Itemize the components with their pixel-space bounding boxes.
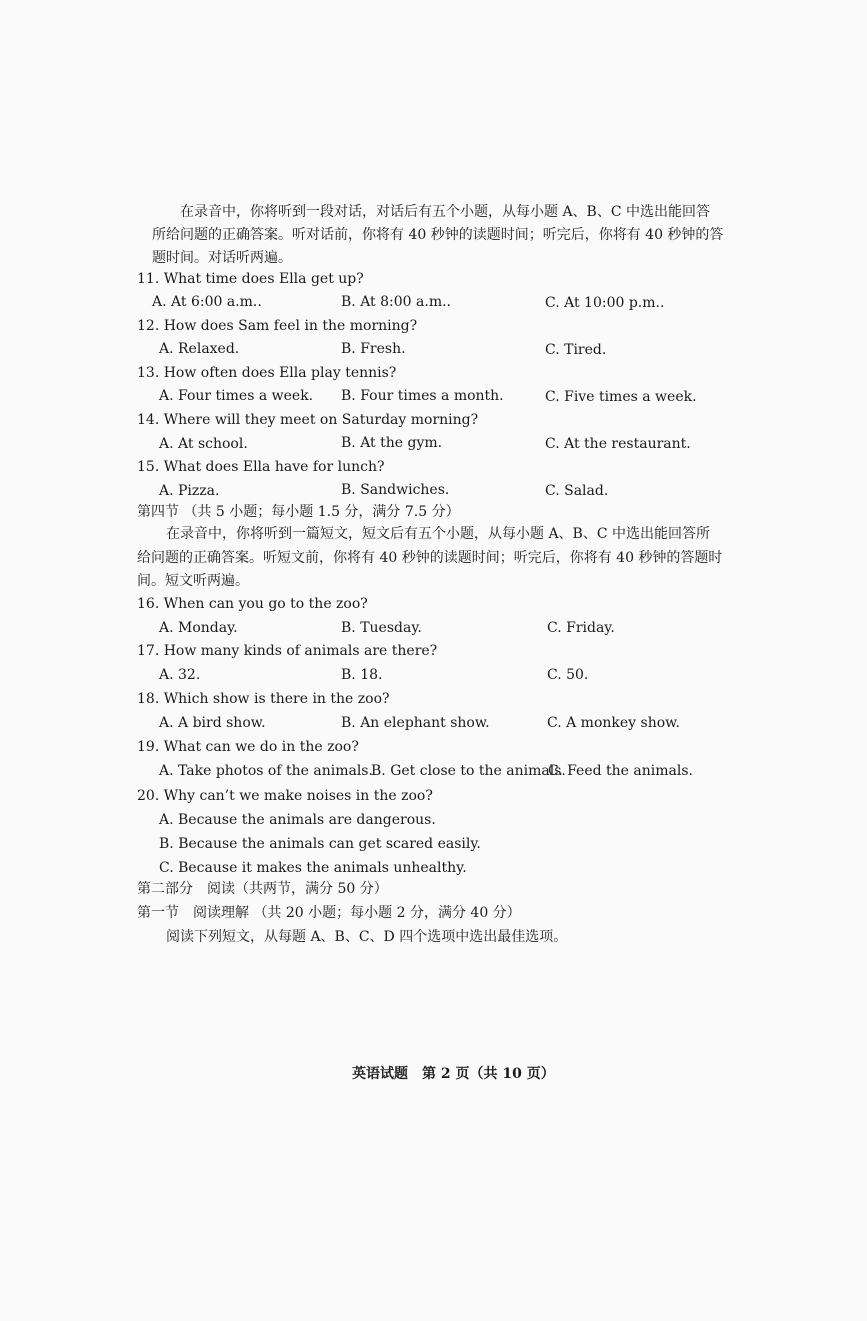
question-12-option-a: A. Relaxed.	[159, 341, 240, 357]
question-13-stem: 13. How often does Ella play tennis?	[137, 365, 397, 381]
part2-heading: 第二部分 阅读（共两节，满分 50 分）	[137, 881, 388, 897]
question-20-stem: 20. Why can’t we make noises in the zoo?	[137, 788, 433, 804]
question-14-option-a: A. At school.	[159, 436, 248, 452]
question-14-stem: 14. Where will they meet on Saturday morning?	[137, 412, 479, 428]
question-16-option-b: B. Tuesday.	[341, 620, 422, 636]
question-16-option-a: A. Monday.	[159, 620, 238, 636]
question-11-option-b: B. At 8:00 a.m..	[341, 294, 451, 310]
question-17-stem: 17. How many kinds of animals are there?	[137, 643, 438, 659]
question-20-option-b: B. Because the animals can get scared easily.	[159, 836, 481, 852]
question-11-option-c: C. At 10:00 p.m..	[545, 295, 665, 311]
question-17-option-c: C. 50.	[547, 667, 589, 683]
question-12-option-b: B. Fresh.	[341, 341, 406, 357]
question-18-option-a: A. A bird show.	[159, 715, 266, 731]
section4-intro-line-1: 在录音中，你将听到一篇短文，短文后有五个小题，从每小题 A、B、C 中选出能回答所	[166, 526, 711, 542]
part2-instruction: 阅读下列短文，从每题 A、B、C、D 四个选项中选出最佳选项。	[166, 929, 568, 945]
section4-intro-line-3: 间。短文听两遍。	[137, 573, 249, 589]
question-18-option-c: C. A monkey show.	[547, 715, 680, 731]
question-13-option-a: A. Four times a week.	[159, 388, 314, 404]
question-17-option-a: A. 32.	[159, 667, 201, 683]
question-18-option-b: B. An elephant show.	[341, 715, 490, 731]
question-14-option-b: B. At the gym.	[341, 435, 443, 451]
question-20-option-a: A. Because the animals are dangerous.	[159, 812, 436, 828]
question-13-option-b: B. Four times a month.	[341, 388, 504, 404]
question-15-option-c: C. Salad.	[545, 483, 609, 499]
page-footer: 英语试题 第 2 页（共 10 页）	[352, 1066, 555, 1082]
section3-intro-line-3: 题时间。对话听两遍。	[152, 250, 292, 266]
question-18-stem: 18. Which show is there in the zoo?	[137, 691, 390, 707]
question-19-option-c: C. Feed the animals.	[548, 763, 693, 779]
question-11-option-a: A. At 6:00 a.m..	[152, 294, 262, 310]
question-12-option-c: C. Tired.	[545, 342, 607, 358]
question-16-option-c: C. Friday.	[547, 620, 615, 636]
question-11-stem: 11. What time does Ella get up?	[137, 271, 364, 287]
section4-heading: 第四节 （共 5 小题；每小题 1.5 分，满分 7.5 分）	[137, 504, 460, 520]
section4-intro-line-2: 给问题的正确答案。听短文前，你将有 40 秒钟的读题时间；听完后，你将有 40 秒钟的答题时	[137, 550, 723, 566]
part2-section1-heading: 第一节 阅读理解 （共 20 小题；每小题 2 分，满分 40 分）	[137, 905, 521, 921]
question-20-option-c: C. Because it makes the animals unhealthy.	[159, 860, 467, 876]
question-16-stem: 16. When can you go to the zoo?	[137, 596, 368, 612]
question-15-option-b: B. Sandwiches.	[341, 482, 450, 498]
question-19-option-b: B. Get close to the animals.	[371, 763, 566, 779]
question-15-stem: 15. What does Ella have for lunch?	[137, 459, 385, 475]
question-17-option-b: B. 18.	[341, 667, 383, 683]
question-14-option-c: C. At the restaurant.	[545, 436, 691, 452]
question-15-option-a: A. Pizza.	[159, 483, 220, 499]
question-19-option-a: A. Take photos of the animals.	[159, 763, 373, 779]
question-19-stem: 19. What can we do in the zoo?	[137, 739, 359, 755]
question-12-stem: 12. How does Sam feel in the morning?	[137, 318, 418, 334]
question-13-option-c: C. Five times a week.	[545, 389, 697, 405]
section3-intro-line-1: 在录音中，你将听到一段对话，对话后有五个小题，从每小题 A、B、C 中选出能回答	[180, 204, 711, 220]
section3-intro-line-2: 所给问题的正确答案。听对话前，你将有 40 秒钟的读题时间；听完后，你将有 40 秒钟的答	[152, 227, 724, 243]
